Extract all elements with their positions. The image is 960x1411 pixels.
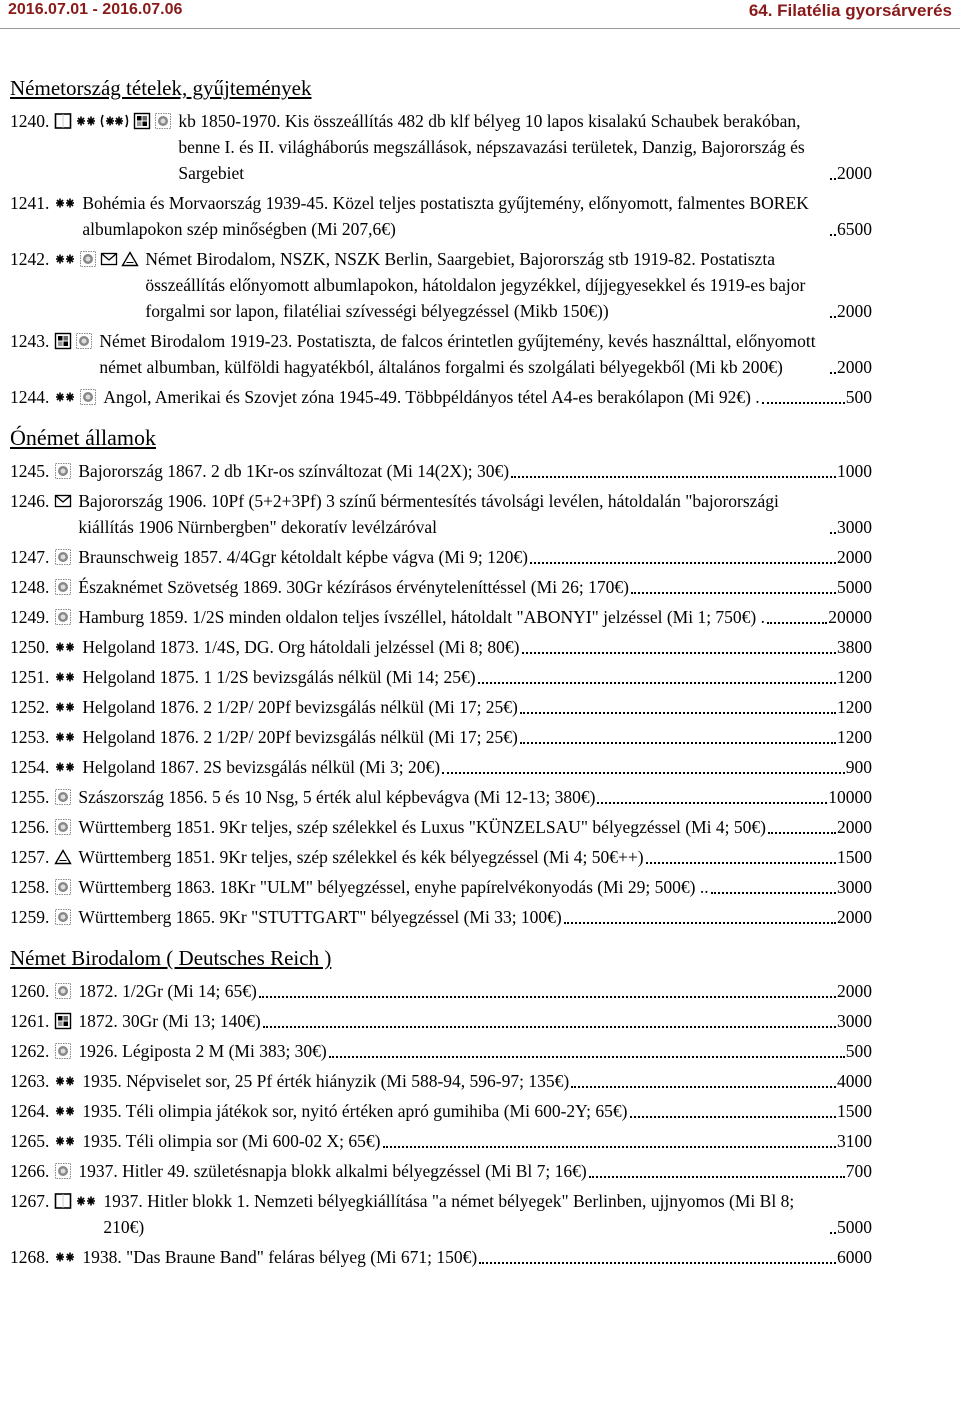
condition-icons [54,844,72,870]
lot-number: 1256. [10,817,50,837]
leader-dots [762,402,845,404]
lot-entry [10,694,872,720]
leader-dots [597,802,827,804]
condition-icons [54,574,72,600]
mixed-icon [133,112,151,130]
condition-icons [54,544,72,570]
leader-dots [767,622,827,624]
lot-entry [10,844,872,870]
leader-dots [511,476,836,478]
mnh-icon [54,250,76,268]
lot-description [99,328,872,380]
leader-dots [383,1146,837,1148]
lot-description [78,1008,872,1034]
lot-description [103,384,872,410]
lot-price: 3000 [837,517,872,537]
lot-number: 1257. [10,847,50,867]
lot-number: 1243. [10,331,50,351]
lot-entry [10,634,872,660]
lot-description [78,978,872,1004]
lot-description [145,246,872,324]
condition-icons [54,458,72,484]
mnh-icon [54,1072,76,1090]
lot-text: 1872. 1/2Gr (Mi 14; 65€) [78,981,257,1001]
lot-entry [10,1008,872,1034]
mnh-icon [54,194,76,212]
condition-icons [54,874,72,900]
condition-icons [54,108,172,134]
lot-entry [10,108,872,186]
mixed-icon [54,332,72,350]
lot-entry [10,1128,872,1154]
condition-icons [54,1068,76,1094]
lot-price: 3100 [837,1131,872,1151]
lot-description [78,874,872,900]
condition-icons [54,1188,97,1214]
lot-price: 2000 [837,981,872,1001]
condition-icons [54,1098,76,1124]
lot-entry [10,1068,872,1094]
lot-text: Braunschweig 1857. 4/4Ggr kétoldalt képbe vágva (Mi 9; 120€) [78,547,528,567]
lot-entry [10,874,872,900]
lot-price: 1200 [837,667,872,687]
condition-icons [54,904,72,930]
lot-number: 1261. [10,1011,50,1031]
lot-text: Hamburg 1859. 1/2S minden oldalon teljes ívszéllel, hátoldalt "ABONYI" jelzéssel (Mi 1; 750€) . [78,607,766,627]
lot-text: Északnémet Szövetség 1869. 30Gr kézírásos érvényteleníttéssel (Mi 26; 170€) [78,577,629,597]
lot-entry [10,384,872,410]
lot-description [78,574,872,600]
lot-text: Helgoland 1876. 2 1/2P/ 20Pf bevizsgálás nélkül (Mi 17; 25€) [82,697,518,717]
lot-entry [10,1158,872,1184]
lot-text: Bajorország 1867. 2 db 1Kr-os színváltozat (Mi 14(2X); 30€) [78,461,510,481]
leader-dots [830,234,836,236]
condition-icons [54,1008,72,1034]
mnh-icon [54,668,76,686]
lot-entry [10,190,872,242]
used-icon [54,548,72,566]
lot-price: 2000 [837,163,872,183]
lot-description [78,814,872,840]
lot-text: 1937. Hitler blokk 1. Nemzeti bélyegkiállítása "a német bélyegek" Berlinben, ujjnyomos (Mi Bl 8; 210€) [103,1191,795,1237]
lot-number: 1254. [10,757,50,777]
mnh-icon [54,1102,76,1120]
used-icon [54,578,72,596]
leader-dots [564,922,836,924]
condition-icons [54,604,72,630]
leader-dots [520,742,836,744]
lot-entry [10,544,872,570]
lot-number: 1266. [10,1161,50,1181]
lot-description [82,1098,872,1124]
lot-price: 2000 [837,357,872,377]
condition-icons [54,724,76,750]
lot-description [78,544,872,570]
lot-price: 2000 [837,907,872,927]
condition-icons [54,1244,76,1270]
section-title: Német Birodalom ( Deutsches Reich ) [10,946,332,970]
lot-price: 6500 [837,219,872,239]
lot-text: 1937. Hitler 49. születésnapja blokk alkalmi bélyegzéssel (Mi Bl 7; 16€) [78,1161,587,1181]
leader-dots [631,592,836,594]
used-icon [79,250,97,268]
lot-number: 1260. [10,981,50,1001]
lot-price: 6000 [837,1247,872,1267]
page-header [0,0,960,30]
used-icon [79,388,97,406]
leader-dots [830,372,836,374]
lot-price: 2000 [837,817,872,837]
leader-dots [442,772,845,774]
mnh-icon [54,1132,76,1150]
lot-description [78,844,872,870]
used-icon [54,908,72,926]
lot-price: 1000 [837,461,872,481]
lot-entry [10,458,872,484]
lot-price: 5000 [837,1217,872,1237]
lot-entry [10,328,872,380]
lot-entry [10,488,872,540]
lot-number: 1240. [10,111,50,131]
lot-price: 20000 [828,607,872,627]
lot-description [78,784,872,810]
lot-text: 1938. "Das Braune Band" feláras bélyeg (Mi 671; 150€) [82,1247,478,1267]
lot-price: 500 [845,1041,872,1061]
lot-description [82,1068,872,1094]
condition-icons [54,784,72,810]
condition-icons [54,1038,72,1064]
lot-text: Német Birodalom, NSZK, NSZK Berlin, Saargebiet, Bajorország stb 1919-82. Postatiszta összeállítás előnyomott albumlapokon, hátoldalon jegyzékkel, díjjegyesekkel és 1919-es bajor forgalmi sor lapon, filatéliai szívességi bélyegzéssel (Mikb 150€)) [145,249,806,321]
condition-icons [54,246,139,272]
leader-dots [329,1056,845,1058]
leader-dots [530,562,836,564]
used-icon [54,878,72,896]
condition-icons [54,634,76,660]
mnh-icon [75,112,97,130]
condition-icons [54,978,72,1004]
lot-description [82,190,872,242]
lot-description [78,904,872,930]
lot-description [178,108,872,186]
hinged-icon [121,250,139,268]
lot-text: Helgoland 1875. 1 1/2S bevizsgálás nélkül (Mi 14; 25€) [82,667,476,687]
lot-price: 3000 [837,1011,872,1031]
leader-dots [571,1086,836,1088]
catalog-content [10,74,872,1270]
header-divider [0,28,960,29]
leader-dots [630,1116,837,1118]
lot-text: Helgoland 1876. 2 1/2P/ 20Pf bevizsgálás nélkül (Mi 17; 25€) [82,727,518,747]
lot-text: Német Birodalom 1919-23. Postatiszta, de falcos érintetlen gyűjtemény, kevés használttal, előnyomott német albumban, külföldi hagyatékból, általános forgalmi és szolgálati bélyegekből (Mi kb 200€) [99,331,816,377]
condition-icons [54,664,76,690]
lot-text: 1926. Légiposta 2 M (Mi 383; 30€) [78,1041,327,1061]
lot-description [82,754,872,780]
lot-price: 2000 [837,547,872,567]
leader-dots [520,712,836,714]
leader-dots [522,652,837,654]
condition-icons [54,488,72,514]
lot-text: Szászország 1856. 5 és 10 Nsg, 5 érték alul képbevágva (Mi 12-13; 380€) [78,787,596,807]
lot-entry [10,1098,872,1124]
lot-text: Angol, Amerikai és Szovjet zóna 1945-49. Többpéldányos tétel A4-es berakólapon (Mi 92€) . [103,387,760,407]
lot-entry [10,1244,872,1270]
used-icon [75,332,93,350]
used-icon [54,788,72,806]
lot-text: 1935. Népviselet sor, 25 Pf érték hiányzik (Mi 588-94, 596-97; 135€) [82,1071,570,1091]
leader-dots [711,892,836,894]
lot-price: 1200 [837,727,872,747]
lot-number: 1249. [10,607,50,627]
used-icon [54,608,72,626]
lot-description [103,1188,872,1240]
lot-entry [10,1038,872,1064]
block-icon [54,1192,72,1210]
used-icon [54,1162,72,1180]
lot-text: Bajorország 1906. 10Pf (5+2+3Pf) 3 színű bérmentesítés távolsági levélen, hátoldalán "bajorországi kiállítás 1906 Nürnbergben" dekoratív levélzáróval [78,491,779,537]
lot-entry [10,754,872,780]
lot-number: 1245. [10,461,50,481]
leader-dots [830,1232,836,1234]
leader-dots [830,316,836,318]
lot-price: 1500 [837,847,872,867]
lot-entry [10,574,872,600]
condition-icons [54,754,76,780]
cover-icon [100,250,118,268]
lot-entry [10,904,872,930]
lot-entry [10,246,872,324]
used-icon [154,112,172,130]
lot-number: 1246. [10,491,50,511]
leader-dots [478,682,836,684]
section-title: Ónémet államok [10,425,157,450]
lot-price: 1200 [837,697,872,717]
lot-price: 900 [845,757,872,777]
lot-number: 1248. [10,577,50,597]
lot-text: 1935. Téli olimpia sor (Mi 600-02 X; 65€) [82,1131,381,1151]
lot-description [78,488,872,540]
lot-number: 1253. [10,727,50,747]
condition-icons [54,694,76,720]
lot-description [82,664,872,690]
lot-number: 1262. [10,1041,50,1061]
mnh-icon [54,758,76,776]
lot-price: 3000 [837,877,872,897]
leader-dots [768,832,836,834]
lot-number: 1242. [10,249,50,269]
lot-description [82,724,872,750]
lot-entry [10,978,872,1004]
leader-dots [830,178,836,180]
condition-icons [54,1128,76,1154]
lot-text: 1872. 30Gr (Mi 13; 140€) [78,1011,261,1031]
lot-text: kb 1850-1970. Kis összeállítás 482 db klf bélyeg 10 lapos kisalakú Schaubek berakóban, benne I. és II. világháborús megszállások, népszavazási területek, Danzig, Bajorország és Sargebiet [178,111,805,183]
lot-entry [10,784,872,810]
lot-number: 1259. [10,907,50,927]
lot-text: Helgoland 1867. 2S bevizsgálás nélkül (Mi 3; 20€) [82,757,441,777]
condition-icons [54,190,76,216]
auction-title: 64. Filatélia gyorsárverés [748,1,952,20]
mnh-icon [54,1248,76,1266]
mixed-icon [54,1012,72,1030]
lot-number: 1268. [10,1247,50,1267]
lot-text: Bohémia és Morvaország 1939-45. Közel teljes postatiszta gyűjtemény, előnyomott, falmentes BOREK albumlapokon szép minőségben (Mi 207,6€) [82,193,809,239]
lot-number: 1241. [10,193,50,213]
lot-number: 1255. [10,787,50,807]
cover-icon [54,492,72,510]
used-icon [54,818,72,836]
lot-entry [10,664,872,690]
lot-number: 1244. [10,387,50,407]
condition-icons [54,814,72,840]
leader-dots [479,1262,836,1264]
lot-text: 1935. Téli olimpia játékok sor, nyitó értéken apró gumihiba (Mi 600-2Y; 65€) [82,1101,628,1121]
lot-description [82,634,872,660]
lot-price: 700 [845,1161,872,1181]
leader-dots [259,996,836,998]
lot-text: Württemberg 1865. 9Kr "STUTTGART" bélyegzéssel (Mi 33; 100€) [78,907,562,927]
used-icon [54,1042,72,1060]
lot-price: 1500 [837,1101,872,1121]
mnh-icon [54,638,76,656]
lot-description [82,1128,872,1154]
lot-description [78,1038,872,1064]
used-icon [54,462,72,480]
lot-description [82,1244,872,1270]
lot-number: 1247. [10,547,50,567]
lot-text: Württemberg 1863. 18Kr "ULM" bélyegzéssel, enyhe papírelvékonyodás (Mi 29; 500€) .. [78,877,709,897]
date-range: 2016.07.01 - 2016.07.06 [8,1,183,18]
lot-number: 1265. [10,1131,50,1151]
lot-description [78,604,872,630]
mnh-icon [54,698,76,716]
mnh-paren-icon [100,112,130,130]
used-icon [54,982,72,1000]
lot-price: 5000 [837,577,872,597]
lot-price: 3800 [837,637,872,657]
lot-number: 1258. [10,877,50,897]
mnh-icon [75,1192,97,1210]
lot-number: 1267. [10,1191,50,1211]
lot-entry [10,1188,872,1240]
lot-number: 1252. [10,697,50,717]
condition-icons [54,328,93,354]
lot-price: 500 [845,387,872,407]
lot-price: 10000 [828,787,872,807]
block-icon [54,112,72,130]
lot-number: 1264. [10,1101,50,1121]
condition-icons [54,1158,72,1184]
section-title: Németország tételek, gyűjtemények [10,76,312,100]
lot-entry [10,724,872,750]
lot-number: 1263. [10,1071,50,1091]
lot-entry [10,814,872,840]
leader-dots [263,1026,836,1028]
lot-entry [10,604,872,630]
leader-dots [589,1176,845,1178]
hinged-icon [54,848,72,866]
lot-description [82,694,872,720]
condition-icons [54,384,97,410]
lot-text: Württemberg 1851. 9Kr teljes, szép szélekkel és Luxus "KÜNZELSAU" bélyegzéssel (Mi 4; 50€) [78,817,766,837]
lot-description [78,458,872,484]
mnh-icon [54,388,76,406]
lot-number: 1251. [10,667,50,687]
lot-price: 4000 [837,1071,872,1091]
lot-text: Württemberg 1851. 9Kr teljes, szép szélekkel és kék bélyegzéssel (Mi 4; 50€++) [78,847,644,867]
lot-description [78,1158,872,1184]
lot-price: 2000 [837,301,872,321]
lot-text: Helgoland 1873. 1/4S, DG. Org hátoldali jelzéssel (Mi 8; 80€) [82,637,520,657]
mnh-icon [54,728,76,746]
lot-number: 1250. [10,637,50,657]
leader-dots [830,532,836,534]
leader-dots [646,862,836,864]
